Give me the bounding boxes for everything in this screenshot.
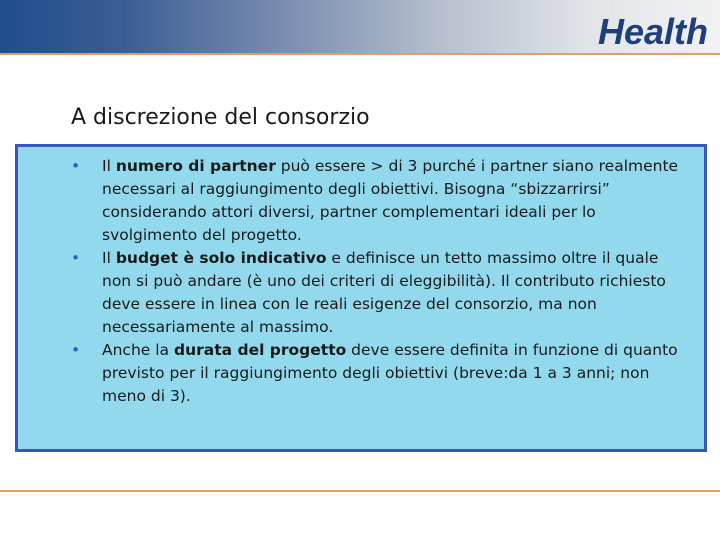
slide-title: A discrezione del consorzio	[71, 105, 370, 130]
bullet-text-bold: budget è solo indicativo	[115, 249, 327, 267]
bullet-dot-icon: •	[71, 157, 81, 175]
bullet-text-part: può essere > di 3 purché i partner siano realmente necessari al raggiungimento degli obiettivi. Bisogna “sbizzarrirsi” considerando attori diversi, partner complementari ideali per lo svolgimento del progetto.	[102, 157, 679, 244]
bullet-text-part: Anche la	[102, 341, 174, 359]
bullet-text-bold: numero di partner	[115, 157, 276, 175]
bullet-item	[70, 247, 690, 339]
footer-divider	[0, 490, 720, 492]
bullet-item	[70, 339, 690, 408]
brand-logo-text: Health	[597, 11, 708, 52]
bullet-text-part: deve essere definita in funzione di quanto previsto per il raggiungimento degli obiettivi (breve:da 1 a 3 anni; non meno di 3).	[102, 341, 678, 405]
bullet-dot-icon: •	[71, 341, 81, 359]
bullet-text	[102, 341, 678, 405]
bullet-text-part: Il	[102, 249, 116, 267]
bullet-text	[102, 249, 666, 336]
bullet-text-part: e definisce un tetto massimo oltre il quale non si può andare (è uno dei criteri di eleggibilità). Il contributo richiesto deve essere in linea con le reali esigenze del consorzio, ma non necessariamente al massimo.	[102, 249, 666, 336]
bullet-text	[102, 157, 678, 244]
bullet-text-bold: durata del progetto	[173, 341, 347, 359]
bullet-text-part: Il	[102, 157, 116, 175]
content-box	[15, 144, 707, 452]
bullet-list	[70, 155, 690, 408]
bullet-item	[70, 155, 690, 247]
bullet-dot-icon: •	[71, 249, 81, 267]
